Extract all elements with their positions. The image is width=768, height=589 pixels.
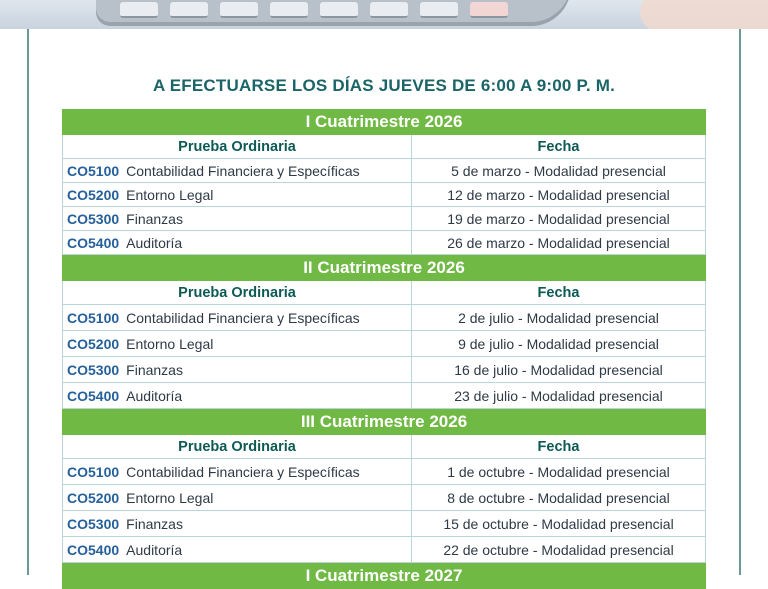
course-code: CO5400 (67, 234, 120, 251)
course-code: CO5300 (67, 361, 120, 378)
course-name: Finanzas (126, 210, 183, 227)
column-header-exam: Prueba Ordinaria (178, 438, 296, 455)
table-row (62, 207, 706, 231)
hand-illustration (640, 0, 768, 29)
table-row (62, 305, 706, 331)
course-code: CO5400 (67, 387, 120, 404)
exam-date: 8 de octubre - Modalidad presencial (447, 489, 670, 506)
table-row (62, 537, 706, 563)
course-name: Contabilidad Financiera y Específicas (126, 162, 360, 179)
schedule-heading: A EFECTUARSE LOS DÍAS JUEVES DE 6:00 A 9:00 P. M. (153, 76, 615, 95)
course-name: Entorno Legal (126, 186, 214, 203)
frame-border-left (27, 29, 29, 575)
column-header-date: Fecha (537, 438, 580, 455)
exam-date: 16 de julio - Modalidad presencial (454, 361, 663, 378)
exam-date: 2 de julio - Modalidad presencial (458, 309, 659, 326)
header-banner-image (0, 0, 768, 29)
course-name: Auditoría (126, 387, 183, 404)
course-name: Contabilidad Financiera y Específicas (126, 463, 360, 480)
course-name: Entorno Legal (126, 489, 214, 506)
column-header-exam: Prueba Ordinaria (178, 138, 296, 155)
course-code: CO5300 (67, 515, 120, 532)
column-header-row (62, 435, 706, 459)
course-code: CO5100 (67, 463, 120, 480)
column-header-row (62, 135, 706, 159)
column-header-date: Fecha (537, 138, 580, 155)
table-row (62, 159, 706, 183)
table-row (62, 511, 706, 537)
section-title: I Cuatrimestre 2027 (62, 563, 706, 589)
exam-date: 15 de octubre - Modalidad presencial (443, 515, 674, 532)
course-name: Auditoría (126, 234, 183, 251)
course-name: Contabilidad Financiera y Específicas (126, 309, 360, 326)
exam-date: 1 de octubre - Modalidad presencial (447, 463, 670, 480)
course-code: CO5100 (67, 162, 120, 179)
course-code: CO5100 (67, 309, 120, 326)
table-row (62, 231, 706, 255)
exam-date: 19 de marzo - Modalidad presencial (447, 210, 670, 227)
exam-date: 23 de julio - Modalidad presencial (454, 387, 663, 404)
course-code: CO5200 (67, 489, 120, 506)
column-header-date: Fecha (537, 284, 580, 301)
table-row (62, 459, 706, 485)
course-code: CO5200 (67, 335, 120, 352)
course-code: CO5200 (67, 186, 120, 203)
course-code: CO5400 (67, 541, 120, 558)
exam-date: 9 de julio - Modalidad presencial (458, 335, 659, 352)
course-name: Entorno Legal (126, 335, 214, 352)
exam-date: 22 de octubre - Modalidad presencial (443, 541, 674, 558)
section-title: III Cuatrimestre 2026 (62, 409, 706, 435)
table-row (62, 485, 706, 511)
column-header-exam: Prueba Ordinaria (178, 284, 296, 301)
table-row (62, 183, 706, 207)
exam-date: 26 de marzo - Modalidad presencial (447, 234, 670, 251)
section-title: I Cuatrimestre 2026 (62, 109, 706, 135)
frame-border-right (739, 29, 741, 575)
course-name: Finanzas (126, 361, 183, 378)
exam-schedule-table (62, 109, 706, 589)
course-code: CO5300 (67, 210, 120, 227)
section-title: II Cuatrimestre 2026 (62, 255, 706, 281)
table-row (62, 383, 706, 409)
table-row (62, 357, 706, 383)
course-name: Finanzas (126, 515, 183, 532)
table-row (62, 331, 706, 357)
course-name: Auditoría (126, 541, 183, 558)
exam-date: 12 de marzo - Modalidad presencial (447, 186, 670, 203)
column-header-row (62, 281, 706, 305)
exam-date: 5 de marzo - Modalidad presencial (451, 162, 666, 179)
